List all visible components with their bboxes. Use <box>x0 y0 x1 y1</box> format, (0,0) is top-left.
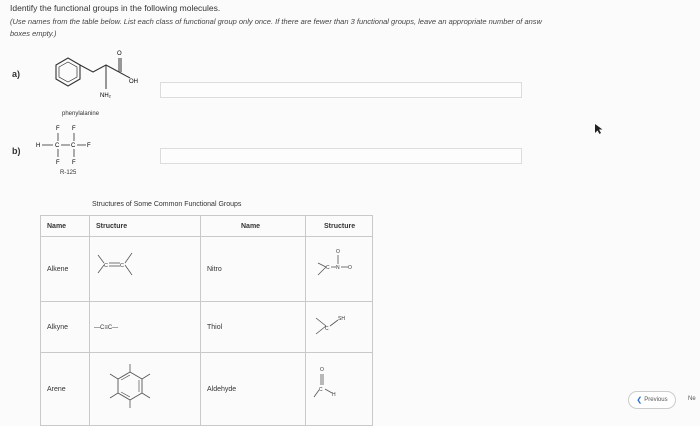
c-text: C <box>326 265 330 271</box>
r125-label: R-125 <box>60 170 77 176</box>
table-row <box>41 237 373 302</box>
h-text: H <box>332 392 336 398</box>
arene-name: Arene <box>41 353 90 426</box>
c-text: C <box>319 387 323 393</box>
functional-groups-table <box>40 215 373 426</box>
alkyne-formula: —C≡C— <box>94 324 119 331</box>
aldehyde-name: Aldehyde <box>201 353 306 426</box>
table-row <box>41 302 373 353</box>
c-text: C <box>104 263 108 269</box>
alkene-name: Alkene <box>41 237 90 302</box>
c-text: C <box>71 143 76 149</box>
part-b-answer-box[interactable] <box>160 148 522 164</box>
previous-button[interactable] <box>628 391 676 409</box>
c-text: C <box>120 263 124 269</box>
table-title: Structures of Some Common Functional Groups <box>92 201 242 208</box>
part-a-answer-box[interactable] <box>160 82 522 98</box>
n-text: N <box>336 265 340 271</box>
header-name: Name <box>201 216 306 237</box>
h-text: H <box>36 143 41 149</box>
o-text: O <box>348 265 352 271</box>
part-a-label: a) <box>12 69 21 79</box>
phenylalanine-label: phenylalanine <box>62 111 100 117</box>
hydroxyl-text: OH <box>129 79 138 85</box>
f-text: F <box>56 126 60 132</box>
r125-structure <box>34 122 104 174</box>
c-text: C <box>325 326 329 332</box>
table-header-row <box>41 216 373 237</box>
sh-text: SH <box>338 316 345 322</box>
f-text: F <box>72 160 76 166</box>
next-button[interactable] <box>684 391 700 407</box>
f-text: F <box>87 143 91 149</box>
amine-text: NH₂ <box>100 93 111 99</box>
alkyne-name: Alkyne <box>41 302 90 353</box>
arene-structure <box>90 353 201 426</box>
alkyne-structure <box>90 302 201 353</box>
instructions-line-2: boxes empty.) <box>10 29 57 38</box>
header-structure: Structure <box>306 216 373 237</box>
instructions-line-1: (Use names from the table below. List each class of functional group only once. If there are fewer than 3 functional groups, leave an appropriate number of answ <box>10 17 542 26</box>
question-title: Identify the functional groups in the following molecules. <box>10 3 221 13</box>
o-text: O <box>336 249 340 255</box>
table-row <box>41 353 373 426</box>
part-b-label: b) <box>12 146 21 156</box>
next-label: Ne <box>688 396 696 402</box>
nitro-name: Nitro <box>201 237 306 302</box>
c-text: C <box>55 143 60 149</box>
previous-label: Previous <box>644 397 668 403</box>
chevron-left-icon: ❮ <box>636 397 643 404</box>
aldehyde-structure <box>306 353 373 426</box>
header-structure: Structure <box>90 216 201 237</box>
o-text: O <box>320 367 324 373</box>
question-instructions <box>10 16 700 40</box>
thiol-name: Thiol <box>201 302 306 353</box>
mouse-cursor-icon <box>594 123 604 135</box>
f-text: F <box>56 160 60 166</box>
nitro-structure <box>306 237 373 302</box>
oxygen-text: O <box>117 51 122 57</box>
alkene-structure <box>90 237 201 302</box>
thiol-structure <box>306 302 373 353</box>
f-text: F <box>72 126 76 132</box>
header-name: Name <box>41 216 90 237</box>
